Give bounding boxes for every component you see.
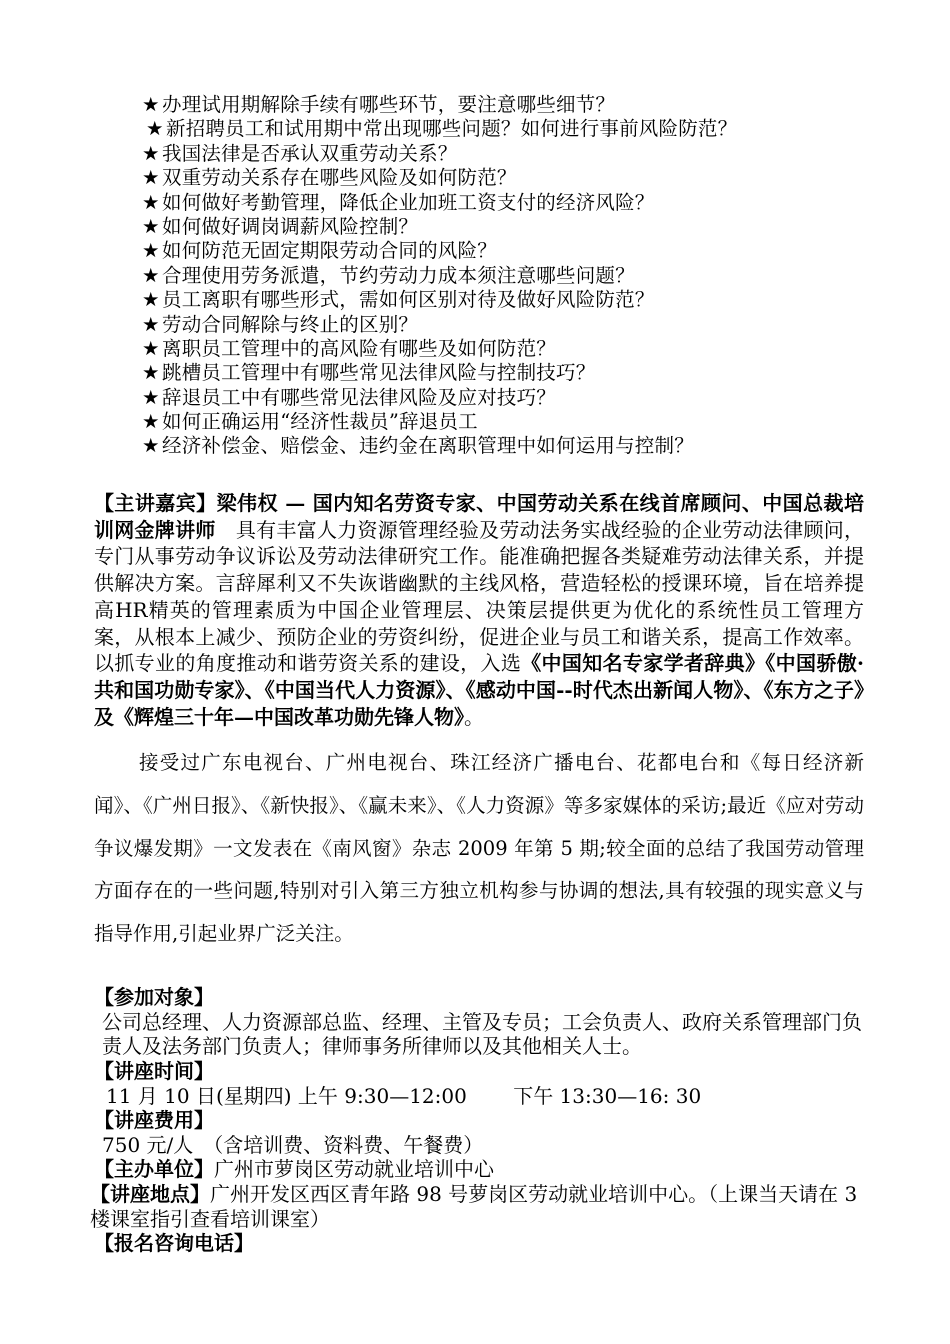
star-icon: ★ [142,312,160,336]
organizer-section [94,1157,874,1182]
list-item [142,239,862,263]
list-item [142,361,862,385]
speaker-bio: 具有丰富人力资源管理经验及劳动法务实战经验的企业劳动法律顾问，专门从事劳动争议诉讼及劳动法律研究工作。能准确把握各类疑难劳动法律关系，并提供解决方案。言辞犀利又不失诙谐幽默的主线风格，营造轻松的授课环境，旨在培养提高HR精英的管理素质为中国企业管理层、决策层提供更为优化的系统性员工管理方案，从根本上减少、预防企业的劳资纠纷，促进企业与员工和谐关系，提高工作效率。以抓专业的角度推动和谐劳资关系的建设，入选 [94,517,865,676]
organizer-heading: 【主办单位】 [94,1157,214,1181]
star-icon: ★ [142,166,160,190]
star-icon: ★ [146,117,164,141]
time-text: 11 月 10 日(星期四) 上午 9:30—12:00 下午 13:30—16: 30 [106,1083,702,1108]
list-item-text: 合理使用劳务派遣，节约劳动力成本须注意哪些问题？ [162,263,635,287]
list-item [142,386,862,410]
list-item-text: 跳槽员工管理中有哪些常见法律风险与控制技巧？ [162,361,596,385]
star-icon: ★ [142,410,160,434]
list-item [142,288,862,312]
list-item-text: 双重劳动关系存在哪些风险及如何防范？ [162,166,517,190]
star-icon: ★ [142,385,160,409]
venue-text: 广州开发区西区青年路 98 号萝岗区劳动就业培训中心。（上课当天请在 3 楼课室指引查看培训课室） [90,1182,858,1231]
fee-text: 750 元/人 （含培训费、资料费、午餐费） [102,1132,484,1157]
star-icon: ★ [142,214,160,238]
star-icon: ★ [142,141,160,165]
list-item [142,434,862,458]
speaker-end: 。 [464,704,484,729]
list-item-text: 劳动合同解除与终止的区别？ [162,312,419,336]
media-paragraph: 接受过广东电视台、广州电视台、珠江经济广播电台、花都电台和《每日经济新闻》、《广州日报》、《新快报》、《赢未来》、《人力资源》等多家媒体的采访;最近《应对劳动争议爆发期》一文发表在《南风窗》杂志 2009 年第 5 期;较全面的总结了我国劳动管理方面存在的一些问题,特别对引入第三方独立机构参与协调的想法,具有较强的现实意义与指导作用,引起业界广泛关注。 [94,751,864,946]
list-item [142,264,862,288]
list-item [142,313,862,337]
list-item-text: 如何正确运用“经济性裁员”辞退员工 [162,410,478,434]
star-icon: ★ [142,190,160,214]
list-item [142,166,862,190]
list-item [142,117,862,141]
audience-text: 公司总经理、人力资源部总监、经理、主管及专员；工会负责人、政府关系管理部门负责人及法务部门负责人；律师事务所律师以及其他相关人士。 [102,1009,862,1058]
list-item-text: 如何防范无固定期限劳动合同的风险？ [162,239,497,263]
list-item-text: 如何做好调岗调薪风险控制？ [162,214,419,238]
star-icon: ★ [142,434,160,458]
speaker-heading: 【主讲嘉宾】梁伟权 — 国内知名劳资专家、中国劳动关系在线首席顾问、中国总裁培训网金牌讲师 [94,491,864,542]
audience-section [94,985,874,1059]
list-item-text: 员工离职有哪些形式，需如何区别对待及做好风险防范？ [162,288,655,312]
star-icon: ★ [142,361,160,385]
star-icon: ★ [142,336,160,360]
fee-section [94,1108,874,1157]
star-icon: ★ [142,239,160,263]
speaker-honors: 《中国知名专家学者辞典》《中国骄傲·共和国功勋专家》、《中国当代人力资源》、《感动中国--时代杰出新闻人物》、《东方之子》及《辉煌三十年—中国改革功勋先锋人物》 [94,651,864,729]
list-item-text: 经济补偿金、赔偿金、违约金在离职管理中如何运用与控制？ [162,434,694,458]
list-item-text: 办理试用期解除手续有哪些环节，要注意哪些细节？ [162,93,616,116]
venue-heading: 【讲座地点】 [90,1182,210,1206]
star-icon: ★ [142,93,160,116]
star-icon: ★ [142,263,160,287]
question-list [142,93,862,459]
list-item-text: 辞退员工中有哪些常见法律风险及应对技巧？ [162,385,557,409]
list-item-text: 如何做好考勤管理，降低企业加班工资支付的经济风险？ [162,190,655,214]
contact-section [94,1231,874,1256]
list-item [142,337,862,361]
speaker-section [94,490,864,730]
time-section [94,1059,874,1108]
list-item [142,215,862,239]
organizer-text: 广州市萝岗区劳动就业培训中心 [214,1157,494,1181]
list-item [142,93,862,117]
audience-heading: 【参加对象】 [94,985,214,1009]
list-item-text: 离职员工管理中的高风险有哪些及如何防范？ [162,336,557,360]
time-heading: 【讲座时间】 [94,1059,214,1083]
venue-section [90,1182,860,1231]
list-item [142,191,862,215]
list-item [142,410,862,434]
star-icon: ★ [142,288,160,312]
contact-heading: 【报名咨询电话】 [94,1231,254,1255]
list-item-text: 我国法律是否承认双重劳动关系？ [162,141,458,165]
list-item-text: 新招聘员工和试用期中常出现哪些问题？如何进行事前风险防范？ [166,117,738,141]
list-item [142,142,862,166]
fee-heading: 【讲座费用】 [94,1108,214,1132]
